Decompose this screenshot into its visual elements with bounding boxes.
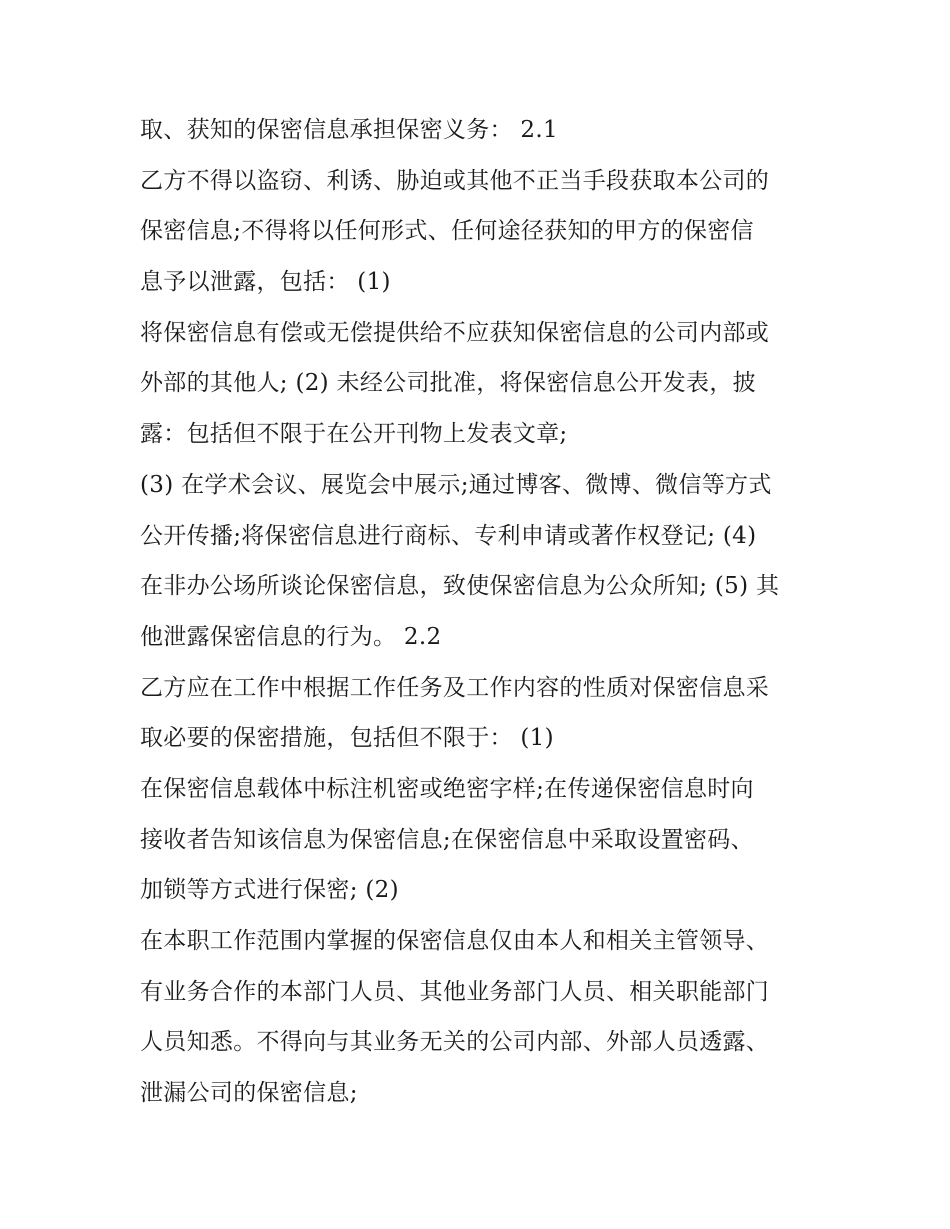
text-line: 取、获知的保密信息承担保密义务： 2.1 <box>140 117 558 143</box>
text-line: 露：包括但不限于在公开刊物上发表文章; <box>140 421 568 448</box>
text-line: 乙方应在工作中根据工作任务及工作内容的性质对保密信息采 <box>140 674 770 701</box>
text-line: 在非办公场所谈论保密信息，致使保密信息为公众所知; (5) 其 <box>140 573 780 600</box>
text-line: 将保密信息有偿或无偿提供给不应获知保密信息的公司内部或 <box>140 319 770 346</box>
text-line: 息予以泄露，包括： (1) <box>140 269 391 296</box>
text-line: 他泄露保密信息的行为。 2.2 <box>140 623 442 650</box>
text-line: (3) 在学术会议、展览会中展示;通过博客、微博、微信等方式 <box>140 471 772 498</box>
text-line: 有业务合作的本部门人员、其他业务部门人员、相关职能部门 <box>140 978 770 1005</box>
text-line: 公开传播;将保密信息进行商标、专利申请或著作权登记; (4) <box>140 522 757 549</box>
text-line: 外部的其他人; (2) 未经公司批准，将保密信息公开发表，披 <box>140 370 756 397</box>
text-line: 在保密信息载体中标注机密或绝密字样;在传递保密信息时向 <box>140 775 754 802</box>
text-line: 泄漏公司的保密信息; <box>140 1080 358 1107</box>
text-line: 在本职工作范围内掌握的保密信息仅由本人和相关主管领导、 <box>140 928 770 954</box>
text-line: 接收者告知该信息为保密信息;在保密信息中采取设置密码、 <box>140 826 754 853</box>
text-line: 保密信息;不得将以任何形式、任何途径获知的甲方的保密信 <box>140 218 754 245</box>
text-line: 加锁等方式进行保密; (2) <box>140 877 399 904</box>
text-line: 取必要的保密措施，包括但不限于： (1) <box>140 725 554 752</box>
text-line: 人员知悉。不得向与其业务无关的公司内部、外部人员透露、 <box>140 1029 770 1056</box>
text-line: 乙方不得以盗窃、利诱、胁迫或其他不正当手段获取本公司的 <box>140 167 770 194</box>
body-text <box>140 110 820 1124</box>
